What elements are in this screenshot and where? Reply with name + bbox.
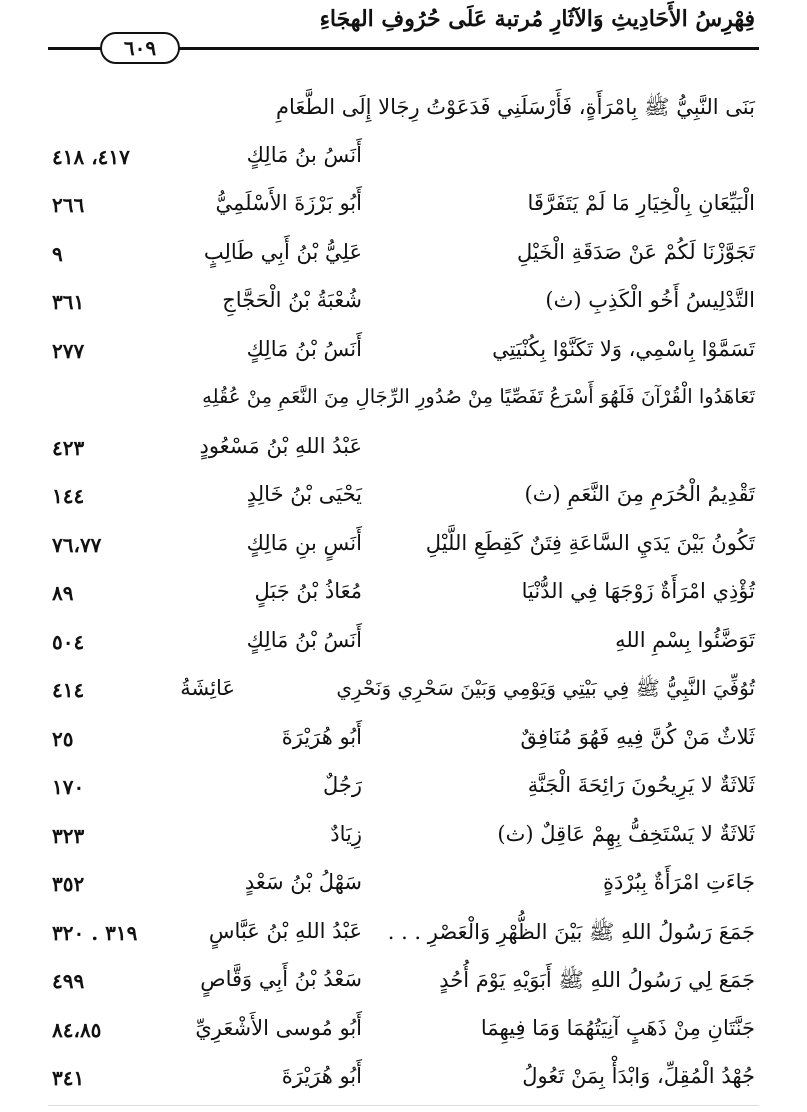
index-entry [0, 135, 807, 184]
narrator: أَبُو مُوسى الأَشْعَرِيِّ [195, 1015, 362, 1040]
index-entry [0, 1008, 807, 1057]
narrator: أَبُو بَرْزَةَ الأَسْلَمِيُّ [215, 191, 362, 215]
index-entry [0, 183, 807, 232]
narrator: عَبْدُ اللهِ بْنُ عَبَّاسٍ [208, 918, 362, 943]
narrator: شُعْبَةُ بْنُ الْحَجَّاجِ [222, 288, 362, 312]
index-entry [0, 232, 807, 281]
index-entry [0, 329, 807, 378]
hadith-text: تَقْدِيمُ الْحُرَمِ مِنَ النَّعَمِ (ث) [524, 482, 755, 506]
index-entry [0, 523, 807, 572]
narrator: أَنَسٍ بنِ مَالِكٍ [246, 530, 362, 555]
narrator: أَنَسُ بْنُ مَالِكٍ [246, 627, 362, 652]
index-entry [0, 620, 807, 669]
narrator: زِيَادٌ [330, 821, 362, 846]
page-refs: ٨٤،٨٥ [52, 1017, 102, 1042]
hadith-text: جَمَعَ رَسُولُ اللهِ ﷺ بَيْنَ الظُّهْرِ وَالْعَصْرِ . . . [387, 919, 755, 944]
hadith-text: ثَلاثٌ مَنْ كُنَّ فِيهِ فَهُوَ مُنَافِقٌ [520, 724, 755, 749]
page-refs: ٢٦٦ [52, 193, 85, 217]
hadith-text: ثَلاثَةٌ لا يَسْتَخِفُّ بِهِمْ عَاقِلٌ (ث) [497, 821, 755, 846]
page-refs: ٤١٤ [52, 678, 85, 702]
index-entry [0, 911, 807, 960]
running-head: فِهْرِسُ الأَحَادِيثِ وَالآثَارِ مُرتبة عَلَى حُرُوفِ الهجَاءِ [319, 6, 755, 32]
page-refs: ٤٩٩ [52, 969, 85, 993]
hadith-text: تَكُونُ بَيْنَ يَدَيِ السَّاعَةِ فِتَنٌ كَقِطَعِ اللَّيْلِ [425, 530, 755, 555]
page-refs: ٣٤١ [52, 1066, 85, 1090]
narrator: عَلِيُّ بْنُ أَبِي طَالِبٍ [203, 239, 362, 264]
narrator: مُعَاذُ بْنُ جَبَلٍ [254, 579, 362, 603]
index-entry [0, 426, 807, 475]
narrator: عَائِشَةُ [180, 676, 235, 700]
page-refs: ٣٥٢ [52, 872, 85, 896]
index-entry [0, 717, 807, 766]
page-refs: ٨٩ [52, 581, 74, 605]
hadith-text: بَنَى النَّبِيُّ ﷺ بِامْرَأَةٍ، فَأَرْسَلَنِي فَدَعَوْتُ رِجَالا إِلَى الطَّعَامِ [276, 95, 755, 119]
page-number: ٦٠٩ [100, 32, 180, 64]
narrator: يَحْيَى بْنُ خَالِدٍ [246, 482, 362, 506]
narrator: أَنَسُ بْنُ مَالِكٍ [246, 336, 362, 361]
hadith-text: ثَلاثَةٌ لا يَرِيحُونَ رَائِحَةَ الْجَنَّةِ [527, 773, 755, 797]
narrator: أَبُو هُرَيْرَةَ [281, 724, 362, 749]
narrator: أَبُو هُرَيْرَةَ [281, 1064, 362, 1088]
index-entries [0, 86, 807, 1105]
hadith-text: تُؤْذِي امْرَأَةٌ زَوْجَهَا فِي الدُّنْيَا [521, 579, 755, 603]
hadith-text: تُوُفِّيَ النَّبِيُّ ﷺ فِي بَيْتِي وَيَوْمِي وَبَيْنَ سَحْرِي وَنَحْرِي [336, 676, 755, 700]
index-entry [0, 765, 807, 814]
hadith-text: التَّدْلِيسُ أَخُو الْكَذِبِ (ث) [545, 288, 755, 312]
index-entry [0, 474, 807, 523]
hadith-text: جُهْدُ الْمُقِلِّ، وَابْدَأْ بِمَنْ تَعُولُ [522, 1064, 755, 1088]
index-entry [0, 959, 807, 1008]
narrator: عَبْدُ اللهِ بْنُ مَسْعُودٍ [199, 433, 362, 458]
page-refs: ٤١٧، ٤١٨ [52, 144, 130, 169]
page-refs: ٢٥ [52, 726, 74, 751]
narrator: أَنَسُ بنُ مَالِكٍ [246, 142, 362, 167]
page-refs: ٣٢٣ [52, 823, 85, 848]
hadith-text: تَعَاهَدُوا الْقُرْآنَ فَلَهُوَ أَسْرَعُ تَفَصِّيًا مِنْ صُدُورِ الرِّجَالِ مِنَ النَّعَمِ مِنْ عُقُلِهِ [202, 385, 755, 408]
index-entry [0, 86, 807, 135]
hadith-text: جَنَّتَانِ مِنْ ذَهَبٍ آنِيَتُهُمَا وَمَا فِيهِمَا [480, 1015, 755, 1040]
page-refs: ٧٦،٧٧ [52, 532, 102, 557]
index-entry [0, 668, 807, 717]
index-entry [0, 280, 807, 329]
hadith-text: جَمَعَ لِي رَسُولُ اللهِ ﷺ أَبَوَيْهِ يَوْمَ أُحُدٍ [439, 968, 755, 992]
page-refs: ٤٢٣ [52, 435, 85, 460]
page-refs: ١٧٠ [52, 775, 85, 799]
page-refs: ٣١٩ . ٣٢٠ [52, 920, 138, 945]
hadith-text: تَسَمَّوْا بِاسْمِي، وَلا تَكَنَّوْا بِكُنْيَتِي [492, 336, 755, 361]
page-refs: ١٤٤ [52, 484, 85, 508]
page-refs: ٩ [52, 241, 63, 266]
narrator: سَعْدُ بْنُ أَبِي وَقَّاصٍ [200, 967, 362, 991]
index-entry [0, 377, 807, 426]
hadith-text: تَجَوَّزْنَا لَكُمْ عَنْ صَدَقَةِ الْخَيْلِ [516, 239, 755, 264]
hadith-text: الْبَيِّعَانِ بِالْخِيَارِ مَا لَمْ يَتَفَرَّقَا [527, 191, 755, 215]
page-refs: ٢٧٧ [52, 338, 85, 363]
narrator: رَجُلٌ [322, 773, 362, 797]
page-refs: ٥٠٤ [52, 629, 85, 654]
hadith-text: تَوَضَّئُوا بِسْمِ اللهِ [615, 627, 755, 652]
index-entry [0, 814, 807, 863]
narrator: سَهْلُ بْنُ سَعْدٍ [244, 870, 362, 894]
index-entry [0, 571, 807, 620]
hadith-text: جَاءَتِ امْرَأَةٌ بِبُرْدَةٍ [602, 870, 755, 894]
page-refs: ٣٦١ [52, 290, 85, 314]
index-entry [0, 862, 807, 911]
bottom-rule [48, 1105, 759, 1106]
index-entry [0, 1056, 807, 1105]
